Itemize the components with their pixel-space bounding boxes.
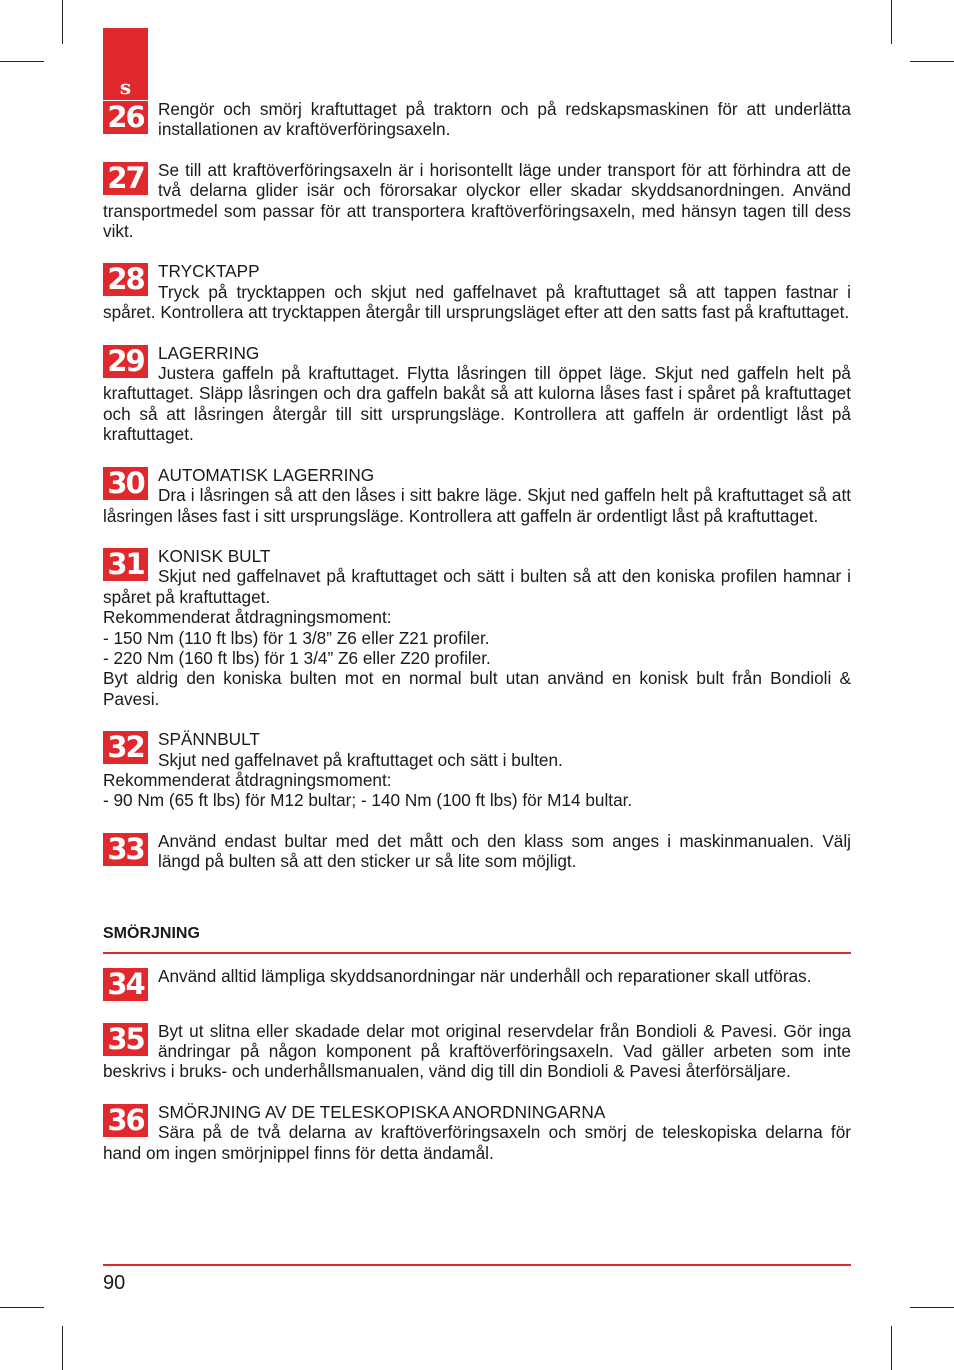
- crop-mark: [62, 0, 63, 44]
- step-text: Rengör och smörj kraftuttaget på traktorn och på redskapsmaskinen för att underlätta installationen av kraftöverföringsaxeln.: [158, 99, 851, 140]
- step-heading: SPÄNNBULT: [158, 729, 260, 750]
- step-number-badge: 26: [103, 101, 148, 134]
- step-number-badge: 36: [103, 1104, 148, 1137]
- crop-mark: [910, 1307, 954, 1308]
- step-text: Sära på de två delarna av kraftöverföringsaxeln och smörj de teleskopiska delarna för hand om ingen smörjnippel finns för detta ändamål.: [103, 1122, 851, 1163]
- step-text: - 90 Nm (65 ft lbs) för M12 bultar; - 140 Nm (100 ft lbs) för M14 bultar.: [103, 790, 633, 811]
- instruction-item: [103, 729, 851, 811]
- step-text: Byt aldrig den koniska bulten mot en normal bult utan använd en konisk bult från Bondioli & Pavesi.: [103, 668, 851, 709]
- step-heading: LAGERRING: [158, 342, 260, 363]
- footer-divider: [103, 1264, 851, 1266]
- step-number-badge: 35: [103, 1023, 148, 1056]
- step-number-badge: 28: [103, 263, 148, 296]
- page-number: 90: [103, 1272, 126, 1294]
- step-text: Använd alltid lämpliga skyddsanordningar när underhåll och reparationer skall utföras.: [158, 965, 812, 986]
- crop-mark: [891, 0, 892, 44]
- page-content: [103, 99, 851, 1183]
- step-number-badge: 31: [103, 548, 148, 581]
- instruction-item: [103, 1021, 851, 1082]
- step-text: Skjut ned gaffelnavet på kraftuttaget och sätt i bulten.: [158, 749, 563, 770]
- instruction-item: [103, 831, 851, 872]
- step-heading: KONISK BULT: [158, 545, 271, 566]
- instruction-item: [103, 261, 851, 322]
- step-number-badge: 30: [103, 467, 148, 500]
- step-text: Dra i låsringen så att den låses i sitt bakre läge. Skjut ned gaffeln helt på kraftuttaget så att låsringen låses fast i sitt ursprungsläge. Kontrollera att gaffeln är ordentligt låst på kraftuttaget.: [103, 485, 851, 526]
- crop-mark: [910, 61, 954, 62]
- step-text: Använd endast bultar med det mått och den klass som anges i maskinmanualen. Välj längd på bulten så att den sticker ur så lite som möjligt.: [158, 830, 851, 872]
- instruction-item: [103, 966, 851, 1001]
- step-text: - 220 Nm (160 ft lbs) för 1 3/4” Z6 eller Z20 profiler.: [103, 647, 491, 668]
- section-title: SMÖRJNING: [103, 924, 851, 954]
- step-text: Tryck på trycktappen och skjut ned gaffelnavet på kraftuttaget så att tappen fastnar i spåret. Kontrollera att trycktappen återgår till ursprungsläget efter att den satts fast på kraftuttaget.: [103, 281, 851, 323]
- step-text: Skjut ned gaffelnavet på kraftuttaget och sätt i bulten så att den koniska profilen hamnar i spåret på kraftuttaget.: [103, 566, 851, 607]
- step-number-badge: 32: [103, 731, 148, 764]
- step-text: - 150 Nm (110 ft lbs) för 1 3/8” Z6 eller Z21 profiler.: [103, 627, 490, 648]
- step-number-badge: 27: [103, 162, 148, 195]
- step-text: Byt ut slitna eller skadade delar mot original reservdelar från Bondioli & Pavesi. Gör inga ändringar på någon komponent på kraftöverföringsaxeln. Vad gäller arbeten som inte beskrivs i bruks- och underhållsmanualen, vänd dig till din Bondioli & Pavesi återförsäljare.: [103, 1020, 851, 1082]
- step-heading: TRYCKTAPP: [158, 261, 260, 282]
- crop-mark: [891, 1326, 892, 1370]
- instruction-item: [103, 99, 851, 140]
- step-number-badge: 34: [103, 968, 148, 1001]
- instruction-item: [103, 546, 851, 709]
- step-text: Rekommenderat åtdragningsmoment:: [103, 769, 392, 790]
- step-heading: AUTOMATISK LAGERRING: [158, 464, 375, 485]
- step-number-badge: 33: [103, 833, 148, 866]
- crop-mark: [0, 61, 44, 62]
- instruction-item: [103, 1102, 851, 1163]
- step-heading: SMÖRJNING AV DE TELESKOPISKA ANORDNINGARNA: [158, 1101, 606, 1122]
- language-tab-label: s: [119, 75, 132, 99]
- instruction-item: [103, 465, 851, 526]
- step-text: Rekommenderat åtdragningsmoment:: [103, 607, 392, 628]
- language-tab: [103, 28, 148, 100]
- instruction-list: [103, 99, 851, 872]
- instruction-item: [103, 160, 851, 242]
- step-text: Se till att kraftöverföringsaxeln är i horisontellt läge under transport för att förhindra att de två delarna glider isär och förorsakar olyckor eller skadar skyddsanordningen. Använd transportmedel som passar för att transportera kraftöverföringsaxeln, med hänsyn tagen till dess vikt.: [103, 159, 851, 242]
- step-text: Justera gaffeln på kraftuttaget. Flytta låsringen till öppet läge. Skjut ned gaffeln helt på kraftuttaget. Släpp låsringen och dra gaffeln bakåt så att kulorna låses fast i spåret på kraftuttaget och så att låsringen återgår till sitt ursprungsläge. Kontrollera att gaffeln är ordentligt låst på kraftuttaget.: [103, 363, 851, 445]
- lubrication-instruction-list: [103, 966, 851, 1163]
- step-number-badge: 29: [103, 345, 148, 378]
- instruction-item: [103, 343, 851, 445]
- crop-mark: [62, 1326, 63, 1370]
- crop-mark: [0, 1307, 44, 1308]
